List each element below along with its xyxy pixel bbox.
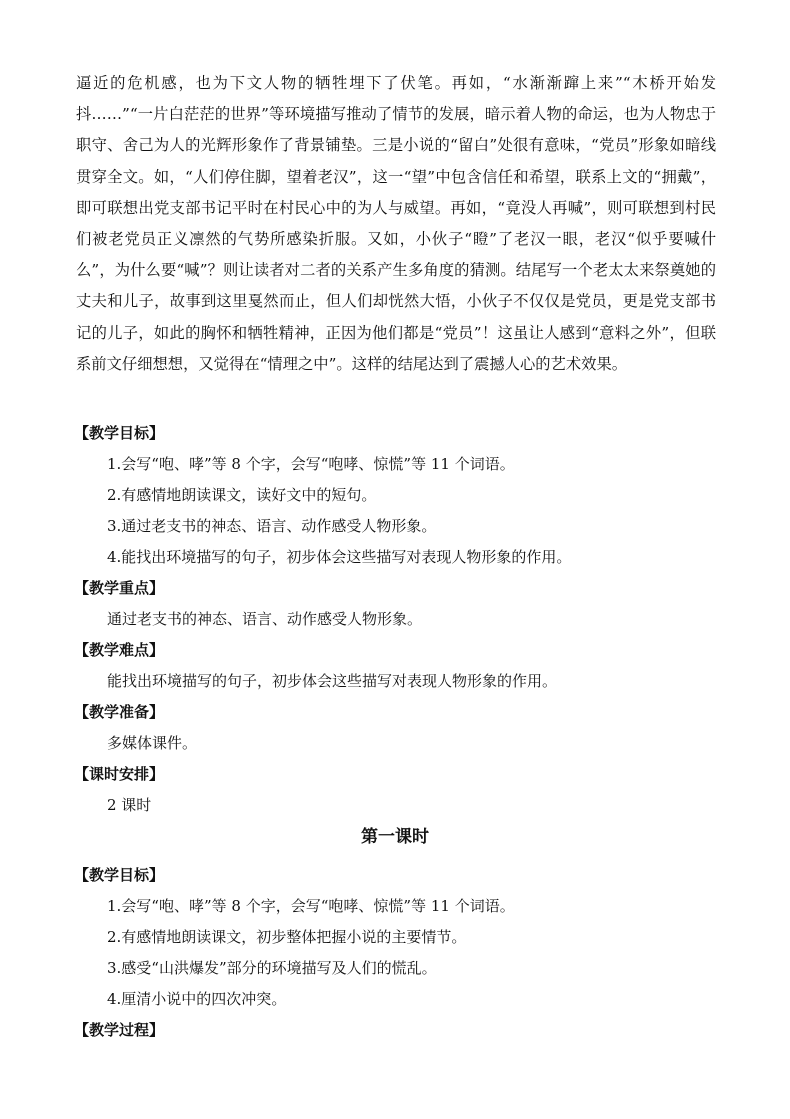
goal-item-2: 2.有感情地朗读课文，读好文中的短句。 (107, 486, 377, 504)
focus-heading: 【教学重点】 (74, 579, 165, 597)
intro-paragraph: 逼近的危机感，也为下文人物的牺牲埋下了伏笔。再如，“水渐渐蹿上来”“木桥开始发抖……”“一片白茫茫的世界”等环境描写推动了情节的发展，暗示着人物的命运，也为人物忠于职守、舍己为人的光辉形象作了背景铺垫。三是小说的“留白”处很有意味，“党员”形象如暗线贯穿全文。如，“人们停住脚，望着老汉”，这一“望”中包含信任和希望，联系上文的“拥戴”，即可联想出党支部书记平时在村民心中的为人与威望。再如，“竟没人再喊”，则可联想到村民们被老党员正义凛然的气势所感染折服。又如，小伙子“瞪”了老汉一眼，老汉“似乎要喊什么”，为什么要“喊”？则让读者对二者的关系产生多角度的猜测。结尾写一个老太太来祭奠她的丈夫和儿子，故事到这里戛然而止，但人们却恍然大悟，小伙子不仅仅是党员，更是党支部书记的儿子，如此的胸怀和牺牲精神，正因为他们都是“党员”！这虽让人感到“意料之外”，但联系前文仔细想想，又觉得在“情理之中”。这样的结尾达到了震撼人心的艺术效果。 (76, 74, 716, 373)
lesson-goal-item-1: 1.会写“咆、哮”等 8 个字，会写“咆哮、惊慌”等 11 个词语。 (107, 897, 515, 915)
goal-item-1: 1.会写“咆、哮”等 8 个字，会写“咆哮、惊慌”等 11 个词语。 (107, 455, 515, 473)
schedule-heading: 【课时安排】 (74, 765, 165, 783)
schedule-text: 2 课时 (107, 796, 152, 814)
intro-block (76, 68, 716, 380)
lesson-goal-item-4: 4.厘清小说中的四次冲突。 (107, 990, 287, 1008)
goals-heading: 【教学目标】 (74, 424, 165, 442)
focus-text: 通过老支书的神态、语言、动作感受人物形象。 (107, 610, 423, 628)
prep-heading: 【教学准备】 (74, 703, 165, 721)
difficulty-heading: 【教学难点】 (74, 641, 165, 659)
goal-item-4: 4.能找出环境描写的句子，初步体会这些描写对表现人物形象的作用。 (107, 548, 572, 566)
lesson-goal-item-2: 2.有感情地朗读课文，初步整体把握小说的主要情节。 (107, 928, 467, 946)
lesson-goal-item-3: 3.感受“山洪爆发”部分的环境描写及人们的慌乱。 (107, 959, 437, 977)
lesson-goals-heading: 【教学目标】 (74, 866, 165, 884)
goal-item-3: 3.通过老支书的神态、语言、动作感受人物形象。 (107, 517, 437, 535)
lesson-title: 第一课时 (361, 827, 429, 847)
process-heading: 【教学过程】 (74, 1021, 165, 1039)
difficulty-text: 能找出环境描写的句子，初步体会这些描写对表现人物形象的作用。 (107, 672, 558, 690)
prep-text: 多媒体课件。 (107, 734, 198, 752)
